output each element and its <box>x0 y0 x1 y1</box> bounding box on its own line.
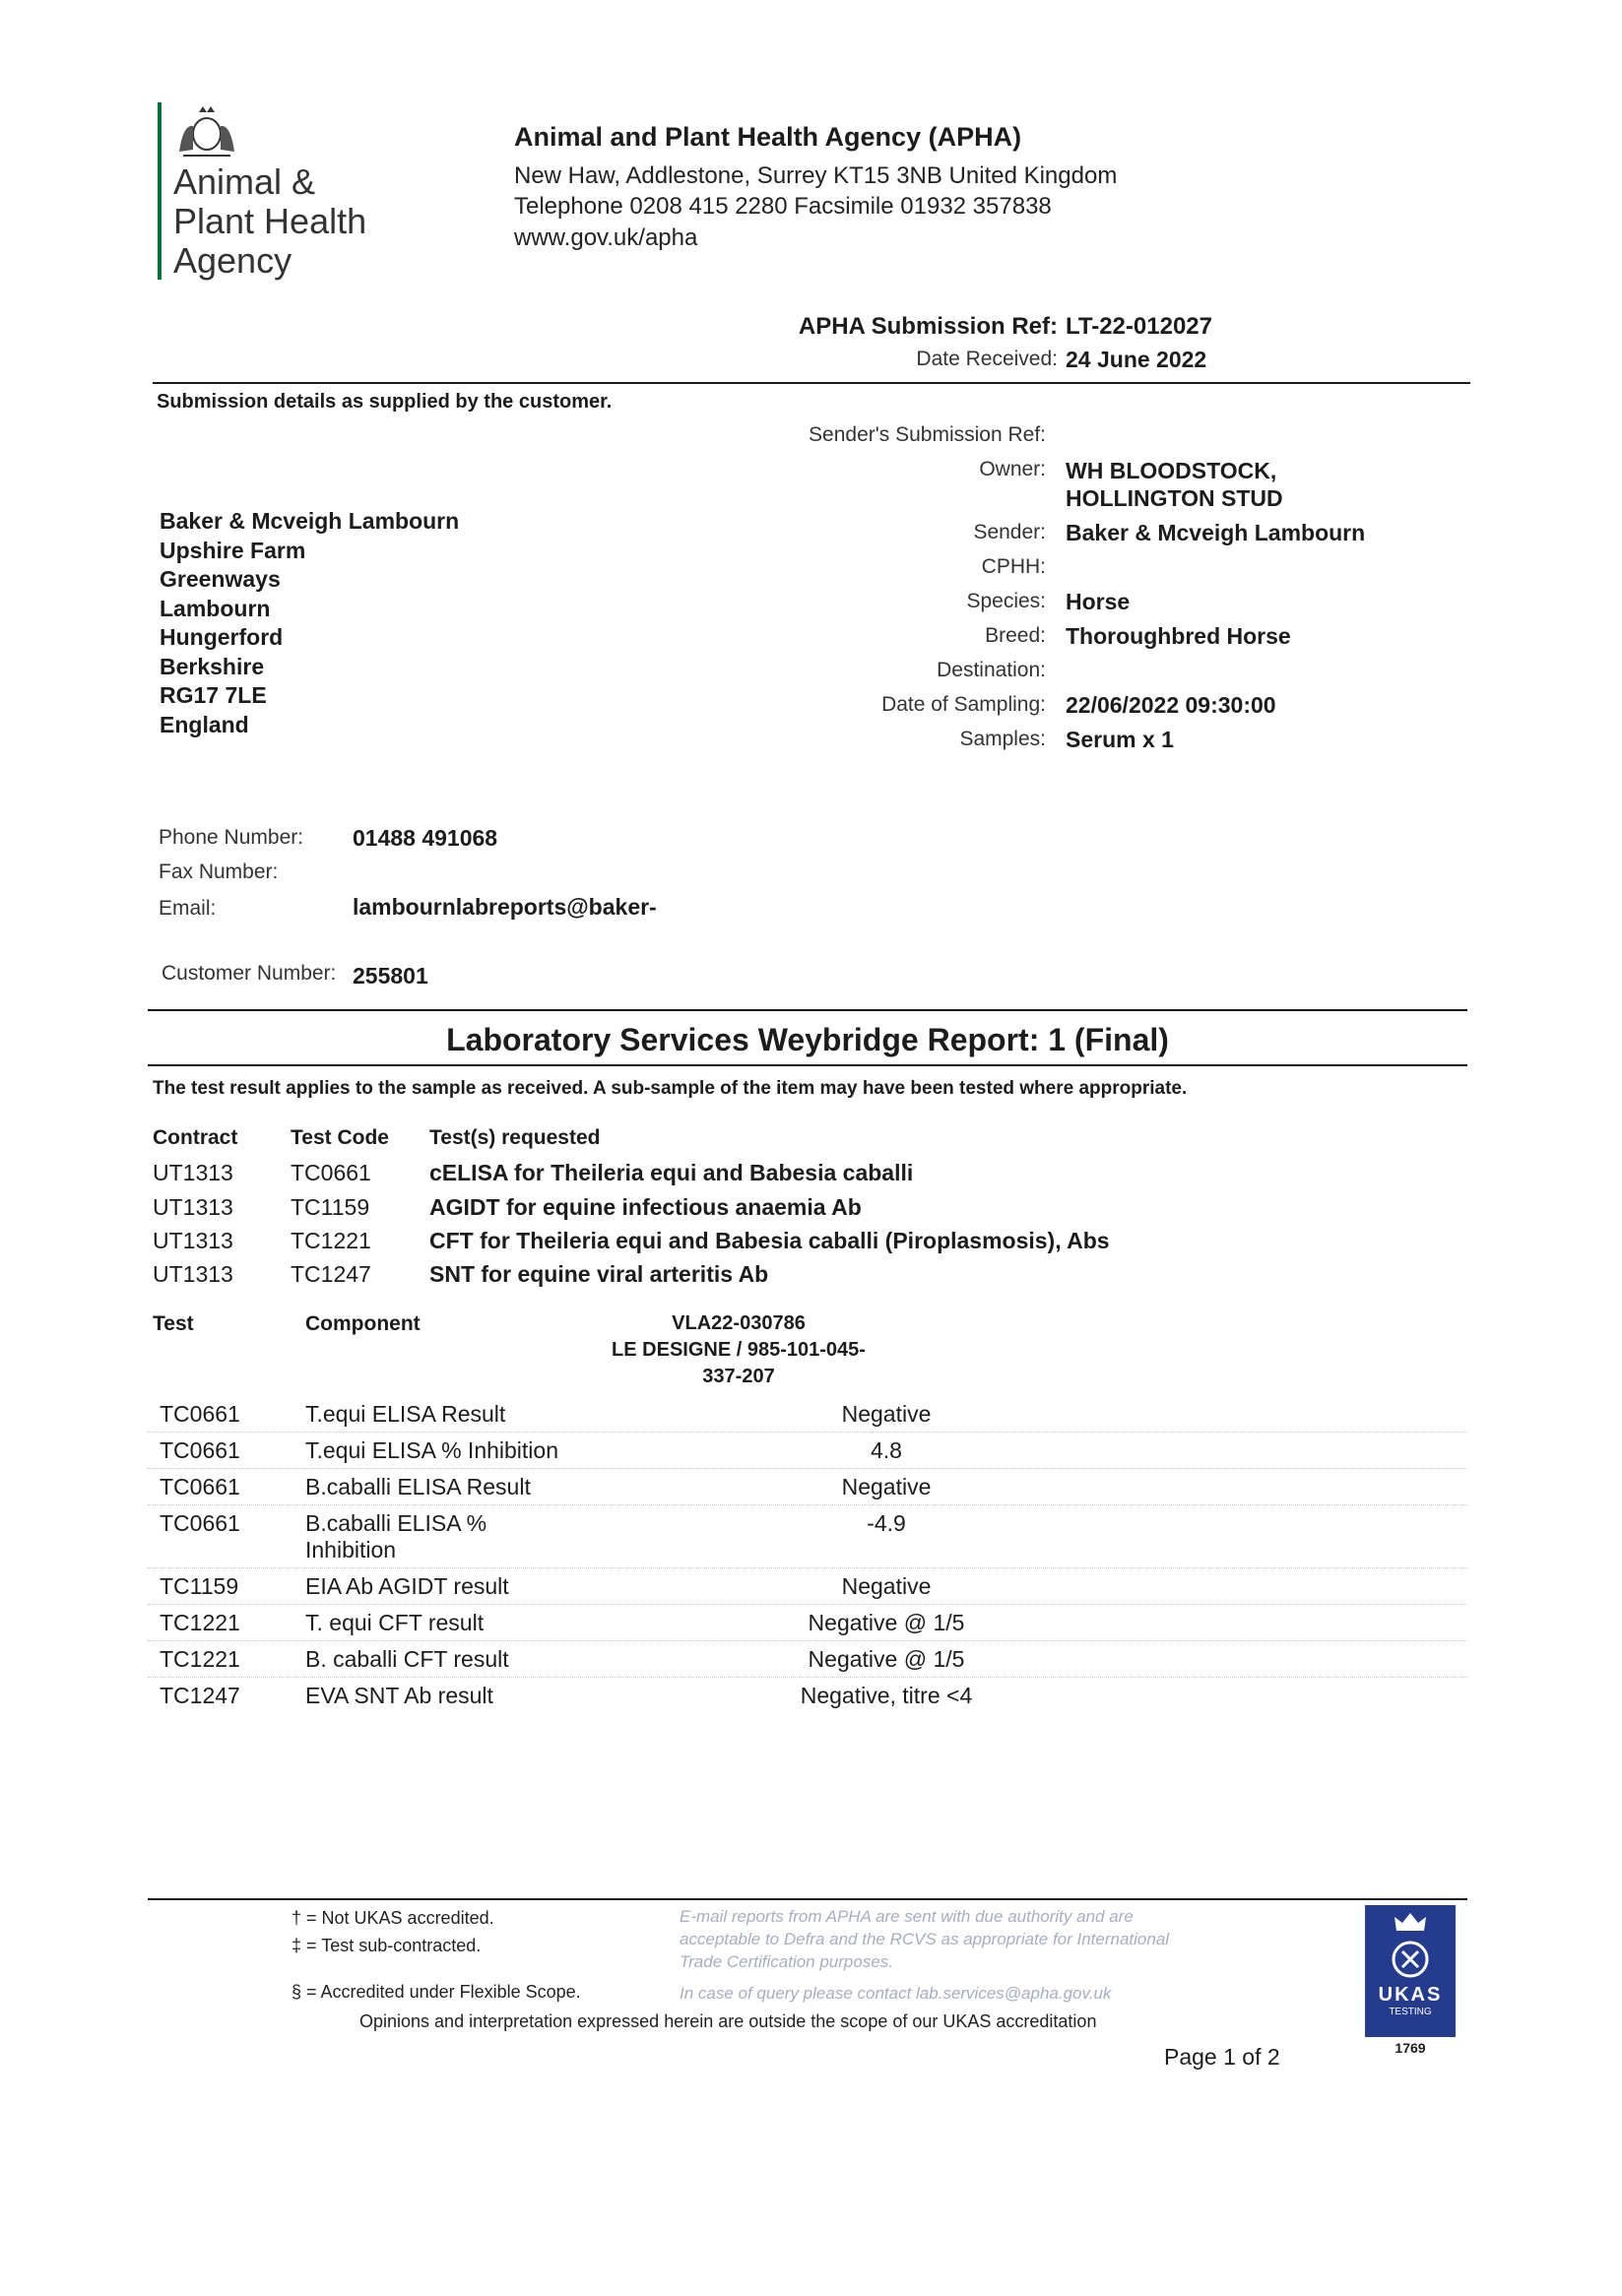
agency-web[interactable]: www.gov.uk/apha <box>514 224 698 251</box>
test-name-cell: AGIDT for equine infectious anaemia Ab <box>429 1194 862 1220</box>
sender-ref-label: Sender's Submission Ref: <box>809 423 1046 446</box>
email-value[interactable]: lambournlabreports@baker- <box>353 894 657 920</box>
row-divider <box>148 1432 1467 1433</box>
not-ukas-note: † = Not UKAS accredited. <box>292 1908 494 1928</box>
address-line: Berkshire <box>160 653 265 679</box>
customer-number-label: Customer Number: <box>162 962 337 985</box>
contract-cell: UT1313 <box>153 1228 233 1253</box>
logo-line-2: Plant Health <box>173 201 367 241</box>
agency-title: Animal and Plant Health Agency (APHA) <box>514 122 1022 152</box>
date-received-label: Date Received: <box>916 348 1058 370</box>
row-divider <box>148 1504 1467 1505</box>
result-test-cell: TC0661 <box>160 1510 240 1536</box>
result-test-cell: TC1159 <box>160 1573 239 1599</box>
sampling-date-value: 22/06/2022 09:30:00 <box>1066 692 1276 718</box>
tests-requested-header: Test(s) requested <box>429 1126 601 1149</box>
address-line: Greenways <box>160 566 281 592</box>
result-test-cell: TC1221 <box>160 1610 240 1635</box>
customer-note: Submission details as supplied by the customer. <box>157 391 613 413</box>
sample-name-cont: 337-207 <box>702 1366 775 1387</box>
result-component-cell: B.caballi ELISA Result <box>305 1474 531 1499</box>
test-name-cell: CFT for Theileria equi and Babesia caballi (Piroplasmosis), Abs <box>429 1228 1110 1253</box>
agency-logo-text <box>173 162 366 281</box>
opinions-note: Opinions and interpretation expressed herein are outside the scope of our UKAS accreditation <box>359 2011 1097 2031</box>
fax-label: Fax Number: <box>159 861 279 883</box>
test-code-cell: TC1221 <box>291 1228 371 1253</box>
sampling-date-label: Date of Sampling: <box>881 693 1046 716</box>
contract-cell: UT1313 <box>153 1194 233 1220</box>
agency-phone: Telephone 0208 415 2280 Facsimile 01932 357838 <box>514 193 1052 220</box>
result-component-cell: EVA SNT Ab result <box>305 1683 493 1708</box>
result-test-cell: TC0661 <box>160 1401 240 1427</box>
result-component-cell: B. caballi CFT result <box>305 1646 509 1672</box>
owner-value-1: WH BLOODSTOCK, <box>1066 458 1277 483</box>
result-component-cell: T. equi CFT result <box>305 1610 485 1635</box>
email-label: Email: <box>159 897 217 920</box>
sample-id: VLA22-030786 <box>672 1312 806 1334</box>
result-value-cell: Negative <box>841 1474 932 1499</box>
result-test-cell: TC0661 <box>160 1437 240 1463</box>
ukas-sub: TESTING <box>1389 2007 1432 2017</box>
email-note-line: acceptable to Defra and the RCVS as appropriate for International <box>680 1930 1170 1948</box>
test-code-cell: TC1159 <box>291 1194 370 1220</box>
contract-cell: UT1313 <box>153 1160 233 1185</box>
result-component-cell: B.caballi ELISA % <box>305 1510 487 1536</box>
page-number: Page 1 of 2 <box>1164 2044 1280 2070</box>
row-divider <box>148 1567 1467 1568</box>
row-divider <box>148 1468 1467 1469</box>
report-title: Laboratory Services Weybridge Report: 1 (Final) <box>446 1022 1169 1057</box>
breed-value: Thoroughbred Horse <box>1066 623 1291 649</box>
ukas-badge <box>1365 1905 1456 2037</box>
phone-label: Phone Number: <box>159 826 304 849</box>
test-code-cell: TC1247 <box>291 1261 371 1287</box>
footer-rule <box>148 1898 1467 1900</box>
result-test-cell: TC1247 <box>160 1683 240 1708</box>
row-divider <box>148 1640 1467 1641</box>
row-divider <box>148 1604 1467 1605</box>
sender-value: Baker & Mcveigh Lambourn <box>1066 520 1366 545</box>
result-value-cell: Negative <box>841 1401 932 1427</box>
sample-name: LE DESIGNE / 985-101-045- <box>612 1339 866 1361</box>
results-test-header: Test <box>153 1312 194 1335</box>
submission-ref-value: LT-22-012027 <box>1066 313 1212 340</box>
destination-label: Destination: <box>937 659 1046 681</box>
address-line: Baker & Mcveigh Lambourn <box>160 508 460 534</box>
test-name-cell: cELISA for Theileria equi and Babesia caballi <box>429 1160 914 1185</box>
samples-value: Serum x 1 <box>1066 727 1174 752</box>
result-value-cell: Negative @ 1/5 <box>808 1610 965 1635</box>
report-rule-top <box>148 1009 1467 1011</box>
report-note: The test result applies to the sample as received. A sub-sample of the item may have been tested where appropriate. <box>153 1078 1188 1099</box>
logo-line-1: Animal & <box>173 161 316 202</box>
result-value-cell: 4.8 <box>871 1437 902 1463</box>
cphh-label: CPHH: <box>981 555 1046 578</box>
report-rule-bottom <box>148 1064 1467 1066</box>
result-test-cell: TC1221 <box>160 1646 240 1672</box>
address-line: England <box>160 711 249 737</box>
address-line: Lambourn <box>160 595 271 621</box>
subcontracted-note: ‡ = Test sub-contracted. <box>292 1936 482 1955</box>
owner-label: Owner: <box>979 458 1046 480</box>
result-value-cell: Negative <box>841 1573 932 1599</box>
contract-header: Contract <box>153 1126 238 1149</box>
submission-ref-label: APHA Submission Ref: <box>798 313 1058 340</box>
ukas-number: 1769 <box>1395 2040 1426 2056</box>
crown-icon <box>1365 1911 1456 1940</box>
result-value-cell: -4.9 <box>867 1510 906 1536</box>
row-divider <box>148 1677 1467 1678</box>
result-component-cell: T.equi ELISA Result <box>305 1401 506 1427</box>
logo-line-3: Agency <box>173 240 292 281</box>
header-rule <box>153 382 1470 384</box>
contract-cell: UT1313 <box>153 1261 233 1287</box>
result-component-cell: EIA Ab AGIDT result <box>305 1573 509 1599</box>
result-test-cell: TC0661 <box>160 1474 240 1499</box>
species-value: Horse <box>1066 589 1131 614</box>
sample-header <box>581 1310 896 1390</box>
test-code-cell: TC0661 <box>291 1160 371 1185</box>
ukas-text: UKAS <box>1378 1984 1443 2006</box>
test-code-header: Test Code <box>291 1126 389 1149</box>
breed-label: Breed: <box>985 624 1046 647</box>
customer-number-value: 255801 <box>353 963 428 989</box>
phone-value: 01488 491068 <box>353 825 498 851</box>
address-line: Upshire Farm <box>160 537 306 563</box>
royal-crest-icon <box>173 104 240 159</box>
sender-label: Sender: <box>973 521 1046 543</box>
date-received-value: 24 June 2022 <box>1066 347 1207 372</box>
logo-bar <box>158 102 162 280</box>
address-line: RG17 7LE <box>160 682 267 708</box>
ukas-emblem-icon <box>1365 1940 1456 1984</box>
result-value-cell: Negative, titre <4 <box>800 1683 973 1708</box>
flexible-scope-note: § = Accredited under Flexible Scope. <box>292 1982 581 2002</box>
result-component-cell-cont: Inhibition <box>305 1537 397 1563</box>
email-note-line: Trade Certification purposes. <box>680 1952 894 1971</box>
samples-label: Samples: <box>959 728 1046 750</box>
query-note: In case of query please contact lab.services@apha.gov.uk <box>680 1984 1112 2003</box>
email-note-line: E-mail reports from APHA are sent with due authority and are <box>680 1907 1134 1926</box>
species-label: Species: <box>966 590 1046 612</box>
owner-value-2: HOLLINGTON STUD <box>1066 485 1283 511</box>
result-component-cell: T.equi ELISA % Inhibition <box>305 1437 558 1463</box>
result-value-cell: Negative @ 1/5 <box>808 1646 965 1672</box>
email-authority-note <box>680 1905 1169 1973</box>
results-component-header: Component <box>305 1312 421 1335</box>
test-name-cell: SNT for equine viral arteritis Ab <box>429 1261 769 1287</box>
address-line: Hungerford <box>160 624 284 650</box>
customer-address <box>160 507 459 739</box>
agency-address: New Haw, Addlestone, Surrey KT15 3NB United Kingdom <box>514 162 1118 189</box>
